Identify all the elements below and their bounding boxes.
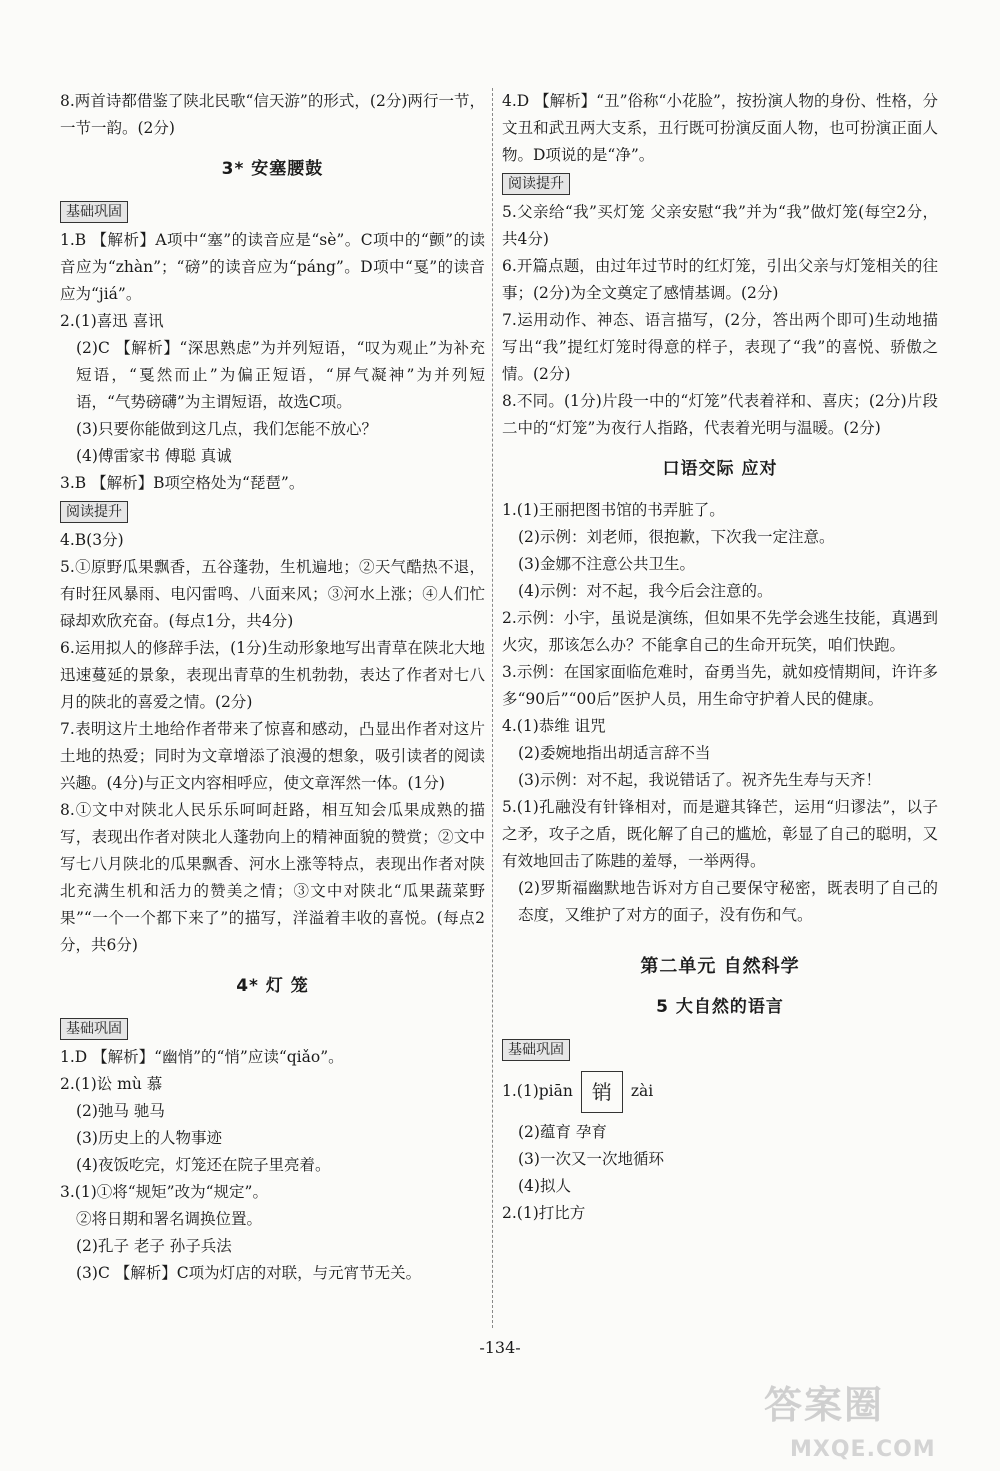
answer-line: (4)示例：对不起，我今后会注意的。: [518, 582, 773, 600]
answer-line: (4)傅雷家书 傅聪 真诚: [76, 447, 232, 465]
answer-line: 4.D 【解析】“丑”俗称“小花脸”，按扮演人物的身份、性格，分文丑和武丑两大支系，丑行既可扮演反面人物，也可扮演正面人物。D项说的是“净”。: [502, 92, 938, 164]
answer-line: (2)弛马 驰马: [76, 1102, 165, 1120]
answer-line: 1.D 【解析】“幽悄”的“悄”应读“qiǎo”。: [60, 1048, 344, 1066]
section-tag: 基础巩固: [60, 201, 128, 223]
right-column: [502, 88, 938, 1227]
answer-line: 2.示例：小宇，虽说是演练，但如果不先学会逃生技能，真遇到火灾，那该怎么办？不能拿自己的生命开玩笑，咱们快跑。: [502, 609, 938, 654]
answer-text: 1.(1)piān: [502, 1082, 573, 1100]
answer-line: 5.父亲给“我”买灯笼 父亲安慰“我”并为“我”做灯笼(每空2分，共4分): [502, 203, 938, 248]
section-tag: 阅读提升: [502, 173, 570, 195]
watermark-line2: MXQE.COM: [790, 1437, 936, 1462]
section-title: 口语交际 应对: [662, 459, 778, 479]
answer-line: 2.(1)喜迅 喜讯: [60, 312, 164, 330]
page-number: -134-: [479, 1338, 521, 1357]
answer-line: 7.运用动作、神态、语言描写，(2分，答出两个即可)生动地描写出“我”提红灯笼时得意的样子，表现了“我”的喜悦、骄傲之情。(2分): [502, 311, 938, 383]
answer-line: (3)示例：对不起，我说错话了。祝齐先生寿与天齐！: [518, 771, 881, 789]
answer-line: (3)只要你能做到这几点，我们怎能不放心？: [76, 420, 377, 438]
section-title: 3* 安塞腰鼓: [221, 159, 324, 179]
answer-line: 5.(1)孔融没有针锋相对，而是避其锋芒，运用“归谬法”，以子之矛，攻子之盾，既化解了自己的尴尬，彰显了自己的聪明，又有效地回击了陈韪的羞辱，一举两得。: [502, 798, 938, 870]
answer-line: 8.不同。(1分)片段一中的“灯笼”代表着祥和、喜庆；(2分)片段二中的“灯笼”为夜行人指路，代表着光明与温暖。(2分): [502, 392, 938, 437]
answer-line: 3.(1)①将“规矩”改为“规定”。: [60, 1183, 268, 1201]
answer-line: [502, 1071, 938, 1113]
answer-line: (3)金娜不注意公共卫生。: [518, 555, 695, 573]
answer-line: 2.(1)打比方: [502, 1204, 586, 1222]
answer-text: zài: [630, 1082, 654, 1100]
section-tag: 基础巩固: [60, 1018, 128, 1040]
boxed-character: 销: [581, 1071, 623, 1113]
answer-line: (4)夜饭吃完，灯笼还在院子里亮着。: [76, 1156, 331, 1174]
answer-line: 6.运用拟人的修辞手法，(1分)生动形象地写出青草在陕北大地迅速蔓延的景象，表现出青草的生机勃勃，表达了作者对七八月的陕北的喜爱之情。(2分): [60, 639, 485, 711]
answer-line: ②将日期和署名调换位置。: [76, 1210, 263, 1228]
answer-line: (2)C 【解析】“深思熟虑”为并列短语，“叹为观止”为补充短语，“戛然而止”为偏正短语，“屏气凝神”为并列短语，“气势磅礴”为主谓短语，故选C项。: [76, 339, 485, 411]
answer-line: 1.(1)王丽把图书馆的书弄脏了。: [502, 501, 725, 519]
section-tag: 基础巩固: [502, 1039, 570, 1061]
left-column: [60, 88, 485, 1287]
answer-line: 4.B(3分): [60, 531, 124, 549]
answer-line: (3)一次又一次地循环: [518, 1150, 664, 1168]
answer-line: 8.①文中对陕北人民乐乐呵呵赶路，相互知会瓜果成熟的描写，表现出作者对陕北人蓬勃向上的精神面貌的赞赏；②文中写七八月陕北的瓜果飘香、河水上涨等特点，表现出作者对陕北充满生机和活力的赞美之情；③文中对陕北“瓜果蔬菜野果”“一个一个都下来了”的描写，洋溢着丰收的喜悦。(每点2分，共6分): [60, 801, 485, 954]
answer-line: 7.表明这片土地给作者带来了惊喜和感动，凸显出作者对这片土地的热爱；同时为文章增添了浪漫的想象，吸引读者的阅读兴趣。(4分)与正文内容相呼应，使文章浑然一体。(1分): [60, 720, 485, 792]
answer-line: 3.B 【解析】B项空格处为“琵琶”。: [60, 474, 305, 492]
answer-line: (2)委婉地指出胡适言辞不当: [518, 744, 711, 762]
section-title: 4* 灯 笼: [236, 976, 309, 996]
answer-line: 6.开篇点题，由过年过节时的红灯笼，引出父亲与灯笼相关的往事；(2分)为全文奠定了感情基调。(2分): [502, 257, 938, 302]
answer-line: (2)罗斯福幽默地告诉对方自己要保守秘密，既表明了自己的态度，又维护了对方的面子，没有伤和气。: [518, 879, 938, 924]
answer-line: 4.(1)恭维 诅咒: [502, 717, 606, 735]
answer-line: (4)拟人: [518, 1177, 571, 1195]
answer-line: (3)C 【解析】C项为灯店的对联，与元宵节无关。: [76, 1264, 422, 1282]
section-tag: 阅读提升: [60, 501, 128, 523]
watermark-line1: 答案圈: [764, 1383, 885, 1427]
answer-line: 5.①原野瓜果飘香，五谷蓬勃，生机遍地；②天气酷热不退，有时狂风暴雨、电闪雷鸣、八面来风；③河水上涨；④人们忙碌却欢欣充奋。(每点1分，共4分): [60, 558, 485, 630]
answer-line: 1.B 【解析】A项中“塞”的读音应是“sè”。C项中的“颤”的读音应为“zhàn”；“磅”的读音应为“páng”。D项中“戛”的读音应为“jiá”。: [60, 231, 485, 303]
answer-line: 8.两首诗都借鉴了陕北民歌“信天游”的形式，(2分)两行一节，一节一韵。(2分): [60, 92, 485, 137]
answer-line: (3)历史上的人物事迹: [76, 1129, 222, 1147]
section-title: 5 大自然的语言: [656, 997, 784, 1017]
answer-line: (2)蕴育 孕育: [518, 1123, 607, 1141]
answer-line: 2.(1)讼 mù 慕: [60, 1075, 163, 1093]
column-divider: [492, 88, 493, 1328]
answer-line: 3.示例：在国家面临危难时，奋勇当先，就如疫情期间，许许多多“90后”“00后”医护人员，用生命守护着人民的健康。: [502, 663, 938, 708]
watermark-logo: [760, 1383, 990, 1466]
answer-line: (2)孔子 老子 孙子兵法: [76, 1237, 232, 1255]
answer-line: (2)示例：刘老师，很抱歉，下次我一定注意。: [518, 528, 835, 546]
section-title: 第二单元 自然科学: [640, 956, 800, 977]
